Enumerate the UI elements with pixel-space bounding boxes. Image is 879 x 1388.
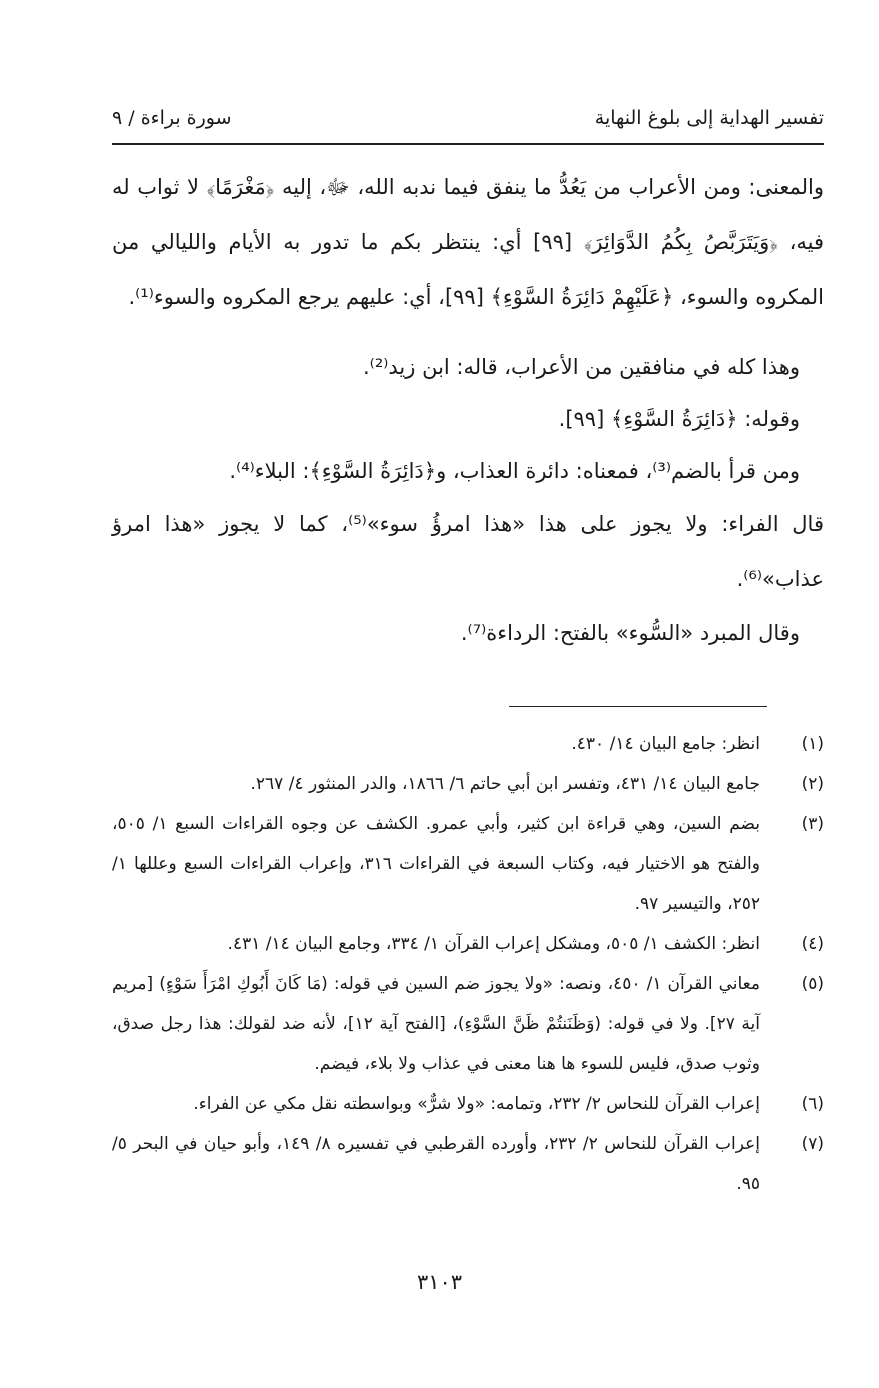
footnotes [112, 724, 824, 1204]
paragraph-ibn-zayd: وهذا كله في منافقين من الأعراب، قاله: ابن زيد⁽²⁾. [362, 355, 800, 379]
footnote-number: (٧) [801, 1134, 824, 1154]
paragraph-damm-reading: ومن قرأ بالضم⁽³⁾، فمعناه: دائرة العذاب، و﴿دَائِرَةُ السَّوْءِ﴾: البلاء⁽⁴⁾. [229, 459, 800, 483]
footnote-number: (٢) [801, 774, 824, 794]
footnote [112, 964, 824, 1084]
book-title: تفسير الهداية إلى بلوغ النهاية [594, 107, 824, 129]
paragraph-farra: قال الفراء: ولا يجوز على هذا «هذا امرؤُ سوء»⁽⁵⁾، كما لا يجوز «هذا امرؤ عذاب»⁽⁶⁾. [112, 512, 824, 591]
footnote [112, 924, 824, 964]
footnote-text: إعراب القرآن للنحاس ٢/ ٢٣٢، وتمامه: «ولا شرٌّ» وبواسطته نقل مكي عن الفراء. [193, 1094, 760, 1114]
footnote [112, 724, 824, 764]
footnote [112, 1084, 824, 1124]
footnote-number: (٥) [801, 974, 824, 994]
footnote-number: (٤) [801, 934, 824, 954]
footnote [112, 1124, 824, 1204]
footnote [112, 764, 824, 804]
paragraph-quote: وقوله: ﴿دَائِرَةُ السَّوْءِ﴾ [٩٩]. [558, 407, 800, 431]
footnote-text: إعراب القرآن للنحاس ٢/ ٢٣٢، وأورده القرطبي في تفسيره ٨/ ١٤٩، وأبو حيان في البحر ٥/ ٩٥. [112, 1134, 760, 1194]
footnote-text: بضم السين، وهي قراءة ابن كثير، وأبي عمرو. الكشف عن وجوه القراءات السبع ١/ ٥٠٥، والفتح هو الاختيار فيه، وكتاب السبعة في القراءات ٣١٦، وإعراب القراءات السبع وعللها ١/ ٢٥٢، والتيسير ٩٧. [112, 814, 760, 914]
running-header [112, 103, 824, 145]
paragraph-mubarrad: وقال المبرد «السُّوء» بالفتح: الرداءة⁽⁷⁾. [460, 621, 800, 645]
footnote-number: (٣) [801, 814, 824, 834]
paragraph-meaning: والمعنى: ومن الأعراب من يَعُدُّ ما ينفق فيما ندبه الله، ﷻ، إليه ﴿مَغْرَمًا﴾ لا ثواب له فيه، ﴿وَيَتَرَبَّصُ بِكُمُ الدَّوَائِرَ﴾ [٩٩] أي: ينتظر بكم ما تدور به الأيام والليالي من المكروه والسوء، ﴿عَلَيْهِمْ دَائِرَةُ السَّوْءِ﴾ [٩٩]، أي: عليهم يرجع المكروه والسوء⁽¹⁾. [112, 175, 824, 309]
page-number: ٣١٠٣ [416, 1270, 463, 1294]
footnote-number: (٦) [801, 1094, 824, 1114]
footnote-text: معاني القرآن ١/ ٤٥٠، ونصه: «ولا يجوز ضم السين في قوله: (مَا كَانَ أَبُوكِ امْرَأَ سَوْءٍ) [مريم آية ٢٧]. ولا في قوله: (وَظَنَنتُمْ ظَنَّ السَّوْءِ)، [الفتح آية ١٢]، لأنه ضد لقولك: هذا رجل صدق، وثوب صدق، فليس للسوء ها هنا معنى في عذاب ولا بلاء، فيضم. [112, 974, 760, 1074]
footnote-separator [509, 706, 767, 707]
surah-label: سورة براءة / ٩ [112, 107, 232, 129]
footnote-text: انظر: الكشف ١/ ٥٠٥، ومشكل إعراب القرآن ١/ ٣٣٤، وجامع البيان ١٤/ ٤٣١. [227, 934, 760, 954]
footnote [112, 804, 824, 924]
footnote-number: (١) [801, 734, 824, 754]
footnote-text: انظر: جامع البيان ١٤/ ٤٣٠. [571, 734, 760, 754]
footnote-text: جامع البيان ١٤/ ٤٣١، وتفسر ابن أبي حاتم ٦/ ١٨٦٦، والدر المنثور ٤/ ٢٦٧. [250, 774, 760, 794]
main-text [112, 160, 824, 659]
